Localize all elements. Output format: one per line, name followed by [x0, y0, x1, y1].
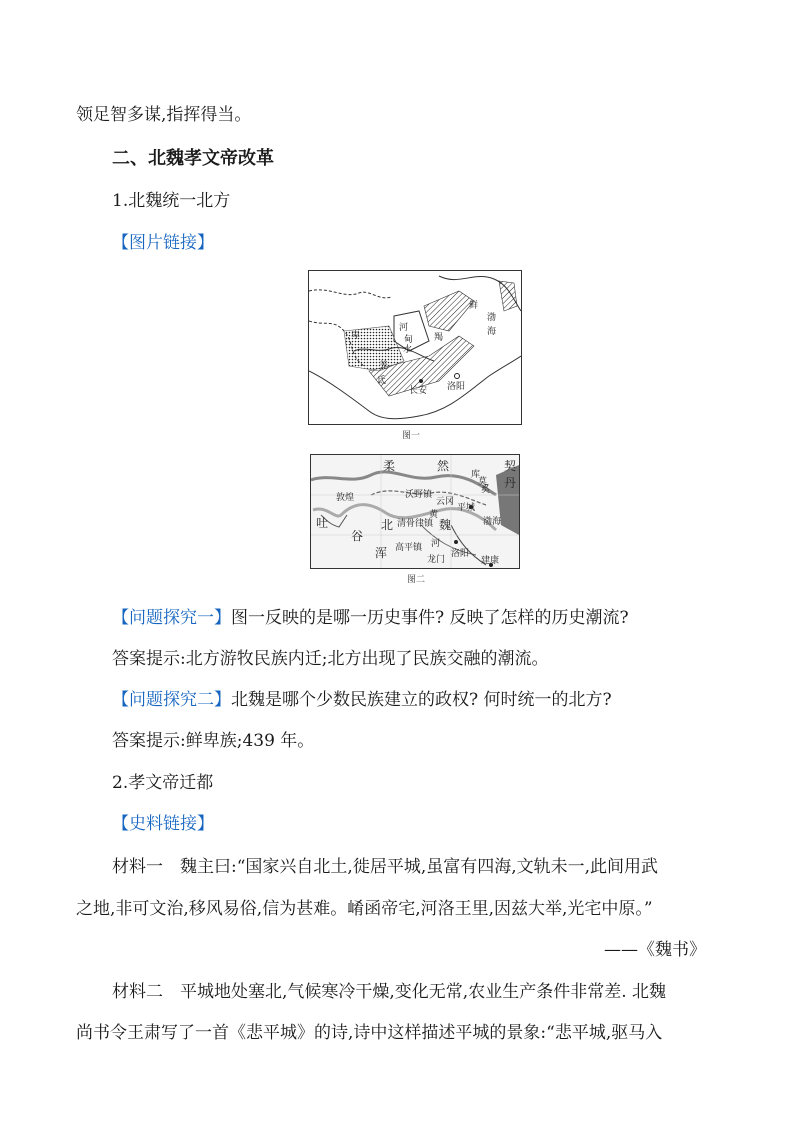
question-2-tag: 【问题探究二】: [112, 690, 231, 710]
answer-1: 答案提示:北方游牧民族内迁;北方出现了民族交融的潮流。: [112, 649, 549, 669]
map2-label-ku: 库: [471, 470, 481, 480]
material-1-line-1: 材料一 魏主曰:“国家兴自北土,徙居平城,虽富有四海,文轨未一,此间用武: [112, 857, 659, 877]
map2-label-he: 河: [431, 539, 441, 549]
question-2-text: 北魏是哪个少数民族建立的政权? 何时统一的北方?: [231, 690, 612, 710]
material-2-line-2: 尚书令王肃写了一首《悲平城》的诗,诗中这样描述平城的景象:“悲平城,驱马入: [76, 1023, 663, 1043]
map2-label-pingcheng: 平城: [457, 503, 476, 513]
map1-label-dian: 甸: [404, 335, 414, 345]
map1-label-qiang: 羌: [379, 361, 389, 371]
map2-label-yungang: 云冈: [436, 497, 455, 507]
material-1-source: ——《魏书》: [604, 940, 706, 960]
map2-label-mo: 莫: [478, 477, 488, 487]
map2-label-jiankang: 建康: [481, 556, 500, 566]
map-1-drawing: [309, 271, 521, 424]
map2-label-bohai: 渤海: [483, 517, 502, 527]
subsection-2: 2.孝文帝迁都: [112, 773, 214, 793]
map1-label-hai: 海: [487, 327, 497, 337]
material-2-line-1: 材料二 平城地处塞北,气候寒冷干燥,变化无常,农业生产条件非常差. 北魏: [112, 982, 667, 1002]
map2-label-xi: 奚: [481, 485, 491, 495]
historical-link-label: 【史料链接】: [112, 814, 214, 834]
map1-label-bohai: 渤: [487, 313, 497, 323]
map2-label-wei: 魏: [439, 518, 452, 532]
section-heading: 二、北魏孝文帝改革: [112, 148, 274, 169]
question-1-tag: 【问题探究一】: [112, 608, 231, 628]
answer-2: 答案提示:鲜卑族;439 年。: [112, 731, 315, 751]
subsection-1: 1.北魏统一北方: [112, 191, 231, 211]
question-2: [112, 688, 612, 712]
map-figure-2: [310, 454, 520, 569]
map1-label-he: 河: [399, 323, 409, 333]
map2-label-dunhuang: 敦煌: [336, 493, 355, 503]
map1-label-luoyang: 洛阳: [447, 382, 466, 392]
map2-label-ran: 然: [437, 459, 450, 473]
map1-label-changan: 长安: [409, 386, 428, 396]
map2-label-tu: 吐: [316, 516, 329, 530]
picture-link-label: 【图片链接】: [112, 233, 214, 253]
map1-label-xianbei: 鲜: [469, 301, 479, 311]
map2-label-dan: 丹: [504, 476, 517, 490]
map2-caption: 图二: [407, 575, 426, 585]
map2-label-huang: 黄: [429, 510, 439, 520]
map1-label-jie: 羯: [434, 333, 444, 343]
question-1-text: 图一反映的是哪一历史事件? 反映了怎样的历史潮流?: [231, 608, 629, 628]
map1-caption: 图一: [402, 431, 421, 441]
map2-label-qi: 契: [504, 459, 517, 473]
map1-label-di: 氐: [377, 376, 387, 386]
map2-label-gaoping: 高平镇: [395, 543, 423, 553]
map2-label-luoyang: 洛阳: [451, 549, 470, 559]
map1-label-shui: 水: [403, 345, 413, 355]
map2-label-hun: 浑: [375, 546, 388, 560]
text-line-1: 领足智多谋,指挥得当。: [76, 105, 252, 125]
map2-label-gu: 谷: [351, 529, 364, 543]
map2-label-qingyu: 清骨律镇: [397, 519, 434, 529]
map1-label-bei: 卑: [351, 331, 361, 341]
map2-label-bei: 北: [381, 518, 394, 532]
map2-label-longmen: 龙门: [427, 555, 446, 565]
question-1: [112, 606, 629, 630]
map2-label-rou: 柔: [383, 459, 396, 473]
map-figure-1: [308, 270, 522, 425]
material-1-line-2: 之地,非可文治,移风易俗,信为甚难。崤函帝宅,河洛王里,因兹大举,光宅中原。”: [76, 899, 653, 919]
map2-label-woye: 沃野镇: [405, 490, 433, 500]
